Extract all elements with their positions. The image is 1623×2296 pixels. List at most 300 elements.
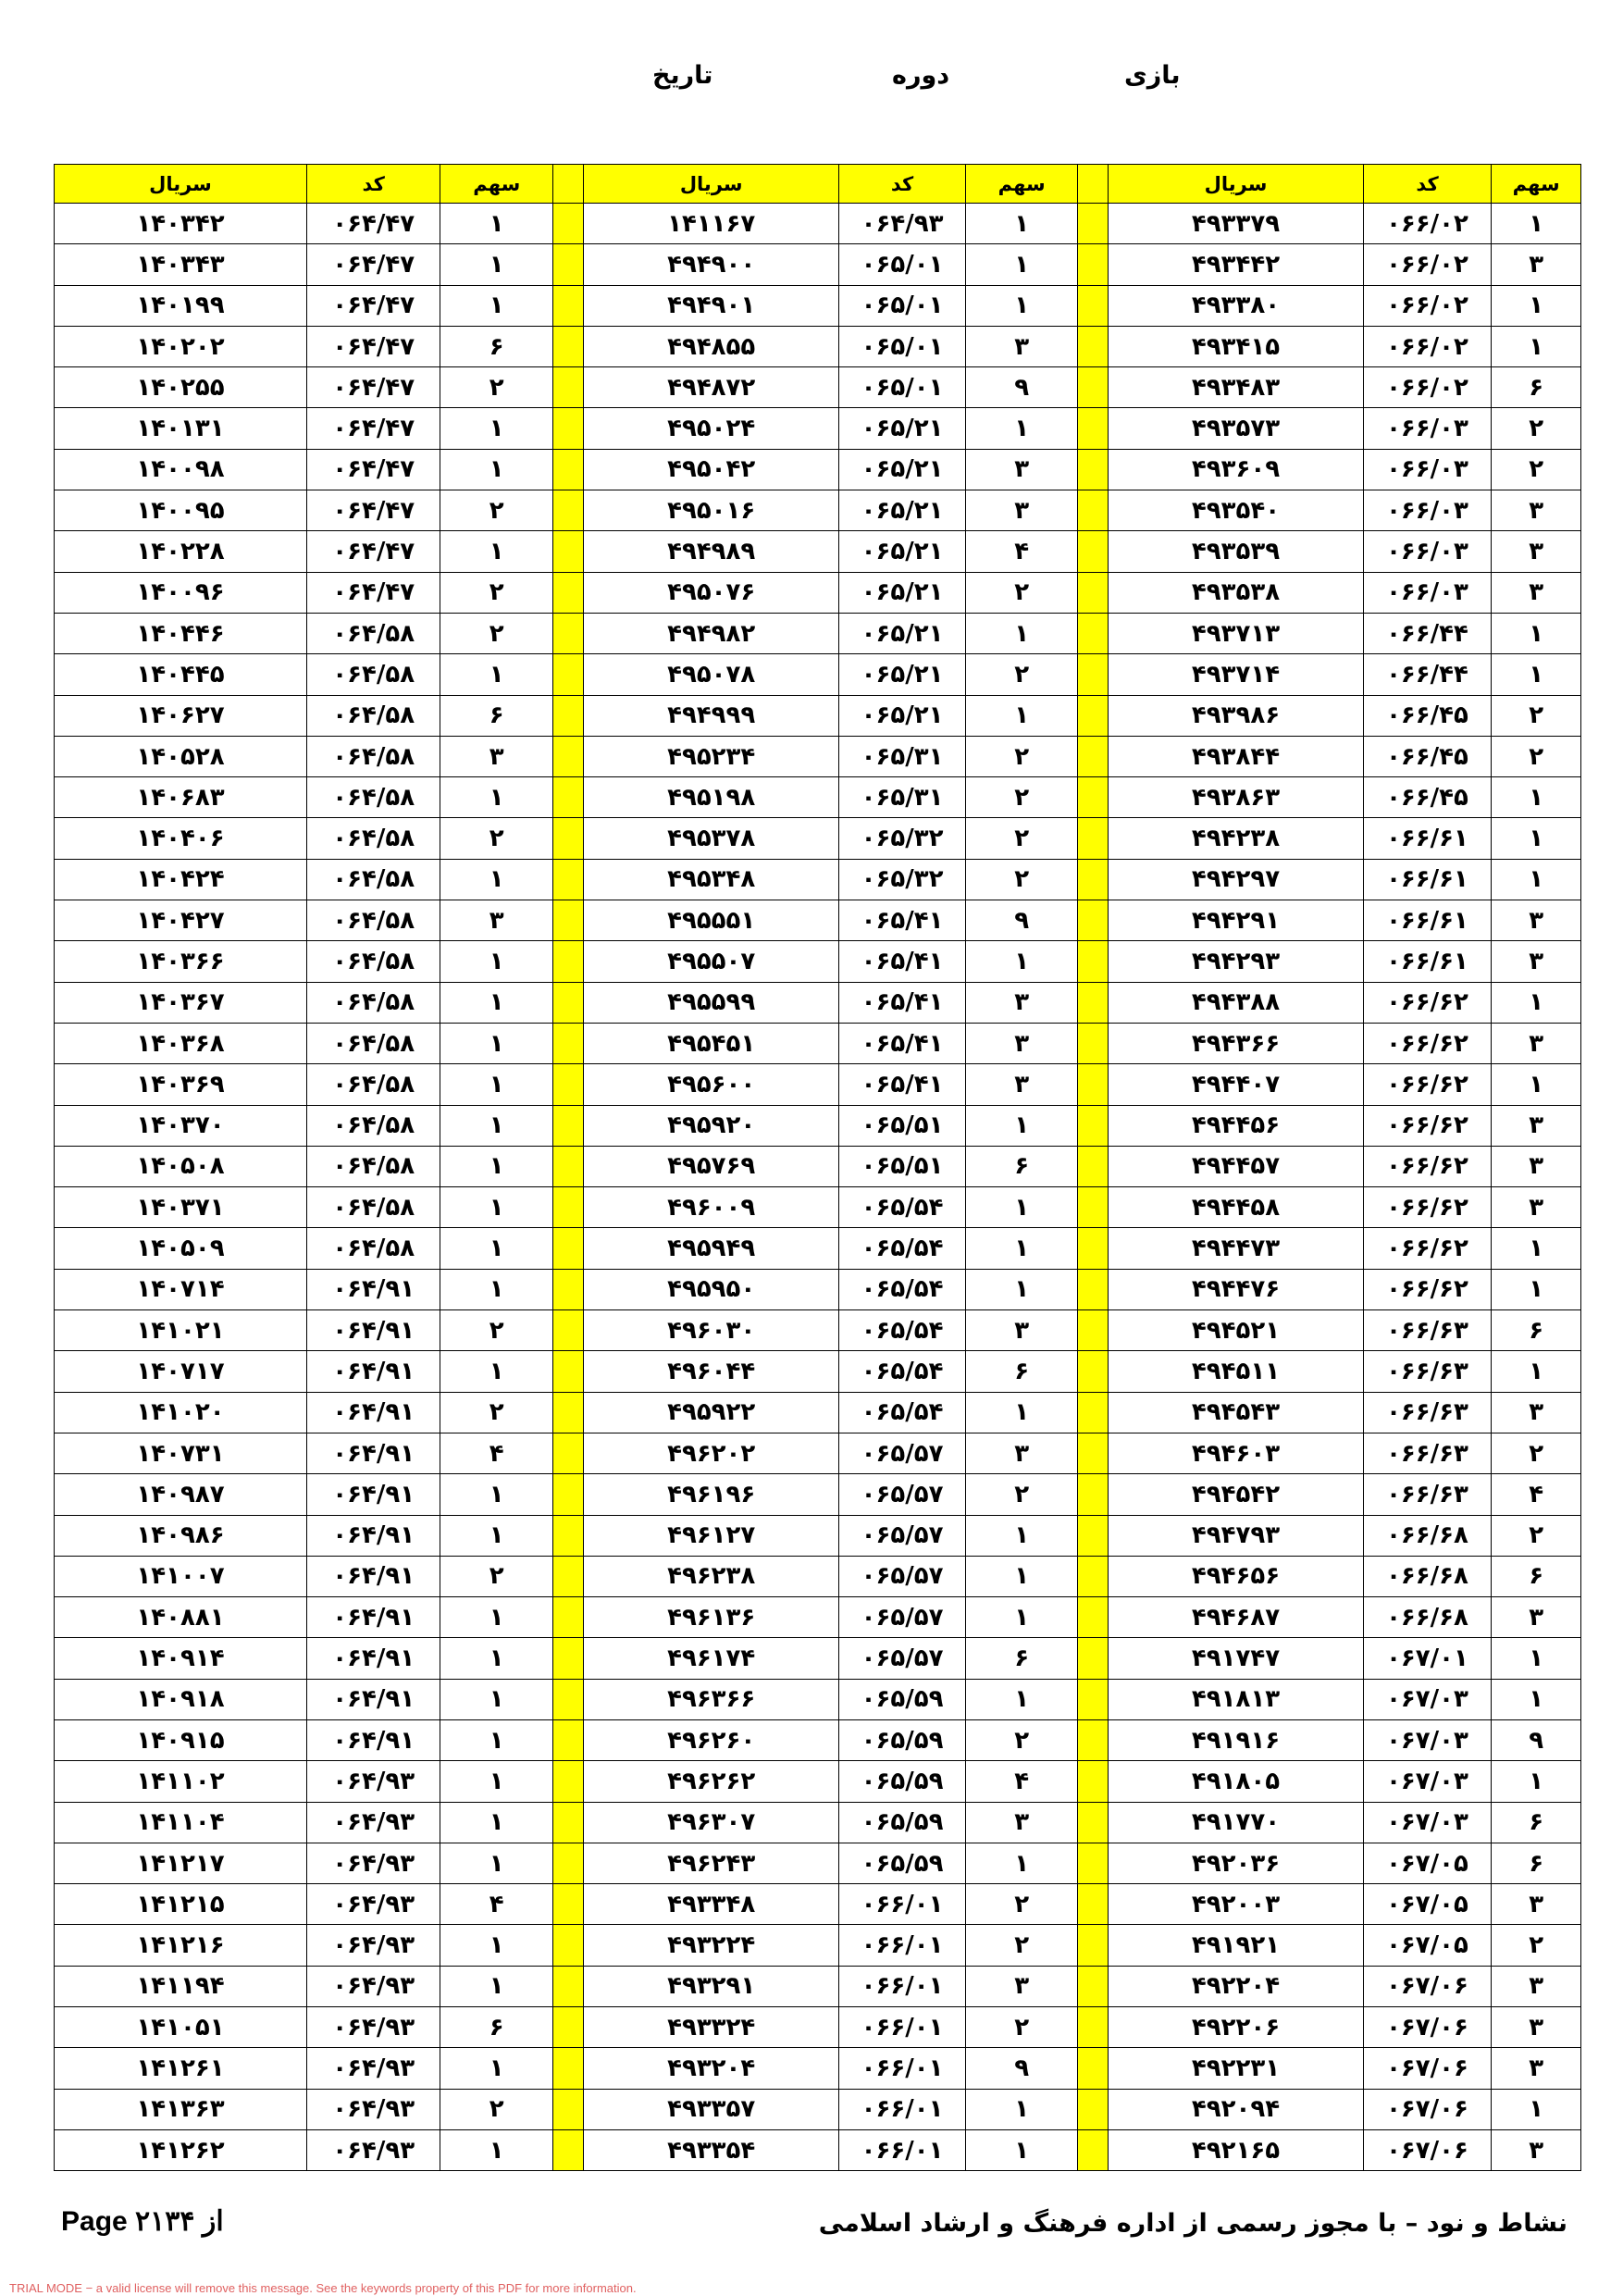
share-cell: ۱ xyxy=(965,1187,1078,1228)
column-separator xyxy=(1078,1515,1109,1556)
code-cell: ۰۶۷/۰۶ xyxy=(1363,2007,1492,2048)
table-row xyxy=(55,1597,1581,1638)
table-row xyxy=(55,1064,1581,1105)
share-cell: ۱ xyxy=(965,285,1078,326)
share-cell: ۱ xyxy=(965,1392,1078,1433)
share-cell: ۲ xyxy=(1492,408,1581,449)
share-cell: ۱ xyxy=(1492,204,1581,244)
share-cell: ۱ xyxy=(965,408,1078,449)
code-cell: ۰۶۶/۶۸ xyxy=(1363,1515,1492,1556)
share-cell: ۶ xyxy=(965,1351,1078,1392)
code-cell: ۰۶۶/۰۲ xyxy=(1363,244,1492,285)
column-separator xyxy=(1078,1679,1109,1719)
serial-cell: ۴۹۵۵۹۹ xyxy=(584,982,839,1023)
code-cell: ۰۶۴/۵۸ xyxy=(306,1228,440,1269)
code-cell: ۰۶۵/۵۹ xyxy=(839,1761,965,1802)
column-separator xyxy=(553,2007,584,2048)
code-cell: ۰۶۵/۲۱ xyxy=(839,695,965,736)
share-cell: ۱ xyxy=(1492,859,1581,900)
share-cell: ۳ xyxy=(965,490,1078,531)
share-cell: ۲ xyxy=(440,1310,553,1351)
serial-cell: ۴۹۵۰۲۴ xyxy=(584,408,839,449)
serial-cell: ۴۹۴۶۰۳ xyxy=(1109,1433,1363,1473)
code-cell: ۰۶۵/۳۱ xyxy=(839,736,965,776)
column-separator xyxy=(1078,285,1109,326)
serial-cell: ۴۹۶۲۳۸ xyxy=(584,1556,839,1596)
code-cell: ۰۶۶/۰۲ xyxy=(1363,285,1492,326)
serial-cell: ۴۹۵۳۴۸ xyxy=(584,859,839,900)
share-cell: ۱ xyxy=(440,859,553,900)
serial-cell: ۴۹۳۲۲۴ xyxy=(584,1925,839,1966)
column-separator xyxy=(553,982,584,1023)
serial-cell: ۱۴۰۶۲۷ xyxy=(55,695,307,736)
column-separator xyxy=(553,1843,584,1883)
share-cell: ۱ xyxy=(965,204,1078,244)
column-separator xyxy=(1078,818,1109,859)
column-separator xyxy=(553,2129,584,2170)
serial-cell: ۴۹۵۵۵۱ xyxy=(584,900,839,941)
code-cell: ۰۶۶/۰۳ xyxy=(1363,490,1492,531)
share-cell: ۱ xyxy=(440,777,553,818)
serial-cell: ۴۹۱۷۷۰ xyxy=(1109,1802,1363,1843)
table-row xyxy=(55,1228,1581,1269)
serial-cell: ۴۹۴۶۸۷ xyxy=(1109,1597,1363,1638)
serial-cell: ۴۹۲۰۳۶ xyxy=(1109,1843,1363,1883)
code-cell: ۰۶۴/۹۱ xyxy=(306,1638,440,1679)
table-row xyxy=(55,613,1581,653)
share-cell: ۲ xyxy=(965,777,1078,818)
serial-cell: ۴۹۴۶۵۶ xyxy=(1109,1556,1363,1596)
code-cell: ۰۶۶/۶۱ xyxy=(1363,818,1492,859)
code-cell: ۰۶۴/۹۱ xyxy=(306,1351,440,1392)
share-cell: ۱ xyxy=(440,1638,553,1679)
serial-cell: ۱۴۱۲۶۲ xyxy=(55,2129,307,2170)
serial-cell: ۴۹۶۲۰۲ xyxy=(584,1433,839,1473)
serial-cell: ۴۹۳۳۵۷ xyxy=(584,2089,839,2129)
share-cell: ۲ xyxy=(1492,449,1581,490)
share-cell: ۱ xyxy=(440,1925,553,1966)
share-cell: ۳ xyxy=(1492,1392,1581,1433)
serial-cell: ۴۹۴۵۴۲ xyxy=(1109,1474,1363,1515)
code-cell: ۰۶۶/۶۳ xyxy=(1363,1351,1492,1392)
serial-cell: ۱۴۰۷۳۱ xyxy=(55,1433,307,1473)
share-cell: ۶ xyxy=(1492,1556,1581,1596)
serial-cell: ۴۹۵۰۷۸ xyxy=(584,654,839,695)
table-row xyxy=(55,244,1581,285)
column-separator xyxy=(1078,1023,1109,1063)
column-separator xyxy=(1078,1187,1109,1228)
header-period-label: دوره xyxy=(892,61,950,90)
table-body xyxy=(55,204,1581,2171)
serial-cell: ۴۹۴۷۹۳ xyxy=(1109,1515,1363,1556)
code-cell: ۰۶۴/۹۱ xyxy=(306,1269,440,1309)
share-cell: ۱ xyxy=(1492,982,1581,1023)
code-cell: ۰۶۵/۲۱ xyxy=(839,572,965,613)
code-cell: ۰۶۶/۴۵ xyxy=(1363,695,1492,736)
serial-cell: ۴۹۳۸۴۴ xyxy=(1109,736,1363,776)
code-cell: ۰۶۵/۵۴ xyxy=(839,1351,965,1392)
serial-cell: ۱۴۱۲۶۱ xyxy=(55,2048,307,2089)
code-cell: ۰۶۴/۵۸ xyxy=(306,1187,440,1228)
serial-cell: ۴۹۵۰۴۲ xyxy=(584,449,839,490)
code-cell: ۰۶۶/۶۸ xyxy=(1363,1556,1492,1596)
share-cell: ۱ xyxy=(1492,1679,1581,1719)
code-cell: ۰۶۴/۹۳ xyxy=(839,204,965,244)
code-cell: ۰۶۷/۰۳ xyxy=(1363,1719,1492,1760)
code-cell: ۰۶۶/۰۱ xyxy=(839,1884,965,1925)
share-cell: ۲ xyxy=(965,1925,1078,1966)
share-cell: ۱ xyxy=(965,1105,1078,1146)
serial-cell: ۱۴۰۲۵۵ xyxy=(55,367,307,408)
serial-cell: ۱۴۰۳۷۱ xyxy=(55,1187,307,1228)
code-cell: ۰۶۴/۵۸ xyxy=(306,1064,440,1105)
table-row xyxy=(55,1515,1581,1556)
serial-cell: ۴۹۴۲۳۸ xyxy=(1109,818,1363,859)
code-cell: ۰۶۵/۰۱ xyxy=(839,244,965,285)
share-cell: ۲ xyxy=(440,1556,553,1596)
column-separator xyxy=(553,1884,584,1925)
share-cell: ۶ xyxy=(1492,367,1581,408)
serial-cell: ۴۹۶۳۰۷ xyxy=(584,1802,839,1843)
column-separator xyxy=(553,1392,584,1433)
share-cell: ۲ xyxy=(1492,1925,1581,1966)
column-separator xyxy=(1078,613,1109,653)
table-row xyxy=(55,1719,1581,1760)
code-cell: ۰۶۵/۴۱ xyxy=(839,1023,965,1063)
table-row xyxy=(55,941,1581,982)
serial-cell: ۴۹۳۵۳۹ xyxy=(1109,531,1363,572)
share-cell: ۱ xyxy=(440,1843,553,1883)
share-cell: ۱ xyxy=(965,695,1078,736)
column-separator xyxy=(553,818,584,859)
share-cell: ۲ xyxy=(1492,1433,1581,1473)
code-cell: ۰۶۵/۵۴ xyxy=(839,1187,965,1228)
column-separator xyxy=(553,531,584,572)
code-cell: ۰۶۶/۶۸ xyxy=(1363,1597,1492,1638)
code-cell: ۰۶۵/۵۴ xyxy=(839,1392,965,1433)
code-cell: ۰۶۷/۰۳ xyxy=(1363,1802,1492,1843)
code-cell: ۰۶۴/۹۳ xyxy=(306,1843,440,1883)
code-cell: ۰۶۴/۹۳ xyxy=(306,1884,440,1925)
share-cell: ۶ xyxy=(965,1638,1078,1679)
column-separator xyxy=(553,777,584,818)
code-cell: ۰۶۶/۶۲ xyxy=(1363,1023,1492,1063)
serial-cell: ۴۹۳۳۸۰ xyxy=(1109,285,1363,326)
share-cell: ۴ xyxy=(1492,1474,1581,1515)
serial-cell: ۱۴۰۳۷۰ xyxy=(55,1105,307,1146)
share-cell: ۱ xyxy=(440,531,553,572)
serial-cell: ۴۹۴۲۹۱ xyxy=(1109,900,1363,941)
column-separator xyxy=(1078,1064,1109,1105)
serial-cell: ۱۴۰۹۸۷ xyxy=(55,1474,307,1515)
share-cell: ۳ xyxy=(1492,490,1581,531)
code-cell: ۰۶۴/۵۸ xyxy=(306,859,440,900)
share-cell: ۲ xyxy=(440,572,553,613)
code-cell: ۰۶۴/۹۱ xyxy=(306,1556,440,1596)
table-row xyxy=(55,1392,1581,1433)
share-cell: ۳ xyxy=(1492,1105,1581,1146)
serial-cell: ۴۹۴۸۷۲ xyxy=(584,367,839,408)
share-cell: ۲ xyxy=(965,1474,1078,1515)
code-cell: ۰۶۷/۰۵ xyxy=(1363,1884,1492,1925)
code-cell: ۰۶۴/۴۷ xyxy=(306,326,440,366)
share-cell: ۶ xyxy=(1492,1802,1581,1843)
share-cell: ۱ xyxy=(965,613,1078,653)
serial-cell: ۱۴۰۹۱۴ xyxy=(55,1638,307,1679)
share-cell: ۱ xyxy=(965,1228,1078,1269)
share-cell: ۲ xyxy=(1492,1515,1581,1556)
page-number: Page ۲۱۳۴ از xyxy=(61,2206,224,2237)
serial-cell: ۴۹۲۲۳۱ xyxy=(1109,2048,1363,2089)
code-cell: ۰۶۶/۰۱ xyxy=(839,1966,965,2006)
column-separator xyxy=(553,859,584,900)
column-separator xyxy=(1078,736,1109,776)
serial-cell: ۴۹۴۴۵۸ xyxy=(1109,1187,1363,1228)
share-cell: ۶ xyxy=(1492,1843,1581,1883)
serial-cell: ۱۴۰۹۱۸ xyxy=(55,1679,307,1719)
column-separator xyxy=(1078,367,1109,408)
serial-cell: ۴۹۴۴۵۷ xyxy=(1109,1146,1363,1186)
column-separator xyxy=(553,449,584,490)
share-cell: ۱ xyxy=(440,1597,553,1638)
share-cell: ۳ xyxy=(440,900,553,941)
serial-cell: ۴۹۵۳۷۸ xyxy=(584,818,839,859)
share-cell: ۲ xyxy=(440,367,553,408)
share-cell: ۴ xyxy=(965,1761,1078,1802)
share-cell: ۳ xyxy=(965,1433,1078,1473)
results-table xyxy=(54,164,1581,2171)
column-separator xyxy=(553,1679,584,1719)
code-cell: ۰۶۷/۰۶ xyxy=(1363,2129,1492,2170)
serial-cell: ۱۴۱۱۹۴ xyxy=(55,1966,307,2006)
serial-cell: ۴۹۵۷۶۹ xyxy=(584,1146,839,1186)
table-row xyxy=(55,1310,1581,1351)
column-separator xyxy=(1078,326,1109,366)
share-cell: ۱ xyxy=(965,1556,1078,1596)
serial-cell: ۴۹۴۳۶۶ xyxy=(1109,1023,1363,1063)
column-separator xyxy=(1078,941,1109,982)
share-cell: ۳ xyxy=(965,449,1078,490)
column-separator xyxy=(553,1719,584,1760)
share-cell: ۱ xyxy=(440,1023,553,1063)
serial-cell: ۴۹۳۲۹۱ xyxy=(584,1966,839,2006)
serial-cell: ۱۴۰۲۲۸ xyxy=(55,531,307,572)
serial-cell: ۱۴۱۳۶۳ xyxy=(55,2089,307,2129)
serial-cell: ۱۴۰۹۸۶ xyxy=(55,1515,307,1556)
code-cell: ۰۶۵/۲۱ xyxy=(839,531,965,572)
table-row xyxy=(55,285,1581,326)
serial-cell: ۴۹۵۰۱۶ xyxy=(584,490,839,531)
column-separator xyxy=(1078,1638,1109,1679)
table-row xyxy=(55,1761,1581,1802)
serial-cell: ۴۹۱۸۱۳ xyxy=(1109,1679,1363,1719)
serial-cell: ۴۹۲۰۰۳ xyxy=(1109,1884,1363,1925)
code-cell: ۰۶۵/۰۱ xyxy=(839,326,965,366)
serial-cell: ۴۹۳۳۵۴ xyxy=(584,2129,839,2170)
serial-cell: ۱۴۰۴۴۶ xyxy=(55,613,307,653)
code-cell: ۰۶۶/۴۴ xyxy=(1363,654,1492,695)
share-cell: ۹ xyxy=(965,367,1078,408)
serial-cell: ۴۹۳۳۴۸ xyxy=(584,1884,839,1925)
column-separator xyxy=(1078,2089,1109,2129)
table-row xyxy=(55,2007,1581,2048)
serial-cell: ۱۴۰۹۱۵ xyxy=(55,1719,307,1760)
share-cell: ۱ xyxy=(440,2048,553,2089)
code-cell: ۰۶۴/۴۷ xyxy=(306,408,440,449)
share-cell: ۱ xyxy=(440,654,553,695)
column-separator xyxy=(553,1515,584,1556)
code-cell: ۰۶۵/۳۲ xyxy=(839,859,965,900)
serial-cell: ۱۴۰۱۹۹ xyxy=(55,285,307,326)
column-separator xyxy=(1078,2129,1109,2170)
serial-cell: ۴۹۲۲۰۶ xyxy=(1109,2007,1363,2048)
code-cell: ۰۶۴/۵۸ xyxy=(306,613,440,653)
share-cell: ۱ xyxy=(440,1105,553,1146)
table-row xyxy=(55,1269,1581,1309)
table-row xyxy=(55,654,1581,695)
code-cell: ۰۶۶/۶۳ xyxy=(1363,1433,1492,1473)
share-cell: ۱ xyxy=(1492,1351,1581,1392)
share-cell: ۱ xyxy=(965,1597,1078,1638)
share-cell: ۹ xyxy=(965,900,1078,941)
table-row xyxy=(55,1679,1581,1719)
serial-cell: ۴۹۶۲۶۲ xyxy=(584,1761,839,1802)
code-cell: ۰۶۴/۴۷ xyxy=(306,490,440,531)
column-separator xyxy=(553,1761,584,1802)
table-row xyxy=(55,818,1581,859)
code-cell: ۰۶۶/۶۳ xyxy=(1363,1392,1492,1433)
table-row xyxy=(55,408,1581,449)
share-cell: ۲ xyxy=(965,1884,1078,1925)
share-cell: ۳ xyxy=(1492,244,1581,285)
share-cell: ۲ xyxy=(965,1719,1078,1760)
column-separator xyxy=(1078,1228,1109,1269)
serial-cell: ۴۹۴۲۹۷ xyxy=(1109,859,1363,900)
column-separator xyxy=(1078,2048,1109,2089)
serial-cell: ۴۹۱۹۱۶ xyxy=(1109,1719,1363,1760)
share-cell: ۱ xyxy=(965,2129,1078,2170)
code-cell: ۰۶۵/۵۹ xyxy=(839,1843,965,1883)
column-separator xyxy=(1078,1146,1109,1186)
column-separator xyxy=(553,367,584,408)
share-cell: ۶ xyxy=(440,2007,553,2048)
share-cell: ۱ xyxy=(440,449,553,490)
share-cell: ۶ xyxy=(965,1146,1078,1186)
column-separator xyxy=(553,244,584,285)
col-header-code: کد xyxy=(306,165,440,204)
table-row xyxy=(55,1884,1581,1925)
column-separator xyxy=(1078,1310,1109,1351)
code-cell: ۰۶۶/۴۵ xyxy=(1363,777,1492,818)
code-cell: ۰۶۵/۲۱ xyxy=(839,654,965,695)
column-separator xyxy=(1078,572,1109,613)
code-cell: ۰۶۶/۰۳ xyxy=(1363,531,1492,572)
share-cell: ۳ xyxy=(1492,1597,1581,1638)
serial-cell: ۴۹۵۱۹۸ xyxy=(584,777,839,818)
share-cell: ۱ xyxy=(440,1228,553,1269)
share-cell: ۱ xyxy=(440,982,553,1023)
column-separator xyxy=(1078,1105,1109,1146)
serial-cell: ۱۴۱۱۶۷ xyxy=(584,204,839,244)
share-cell: ۳ xyxy=(1492,1146,1581,1186)
column-separator xyxy=(553,1474,584,1515)
column-separator xyxy=(1078,777,1109,818)
code-cell: ۰۶۴/۹۱ xyxy=(306,1392,440,1433)
column-separator xyxy=(1078,244,1109,285)
share-cell: ۱ xyxy=(1492,1269,1581,1309)
serial-cell: ۴۹۲۱۶۵ xyxy=(1109,2129,1363,2170)
serial-cell: ۱۴۰۴۴۵ xyxy=(55,654,307,695)
code-cell: ۰۶۴/۹۳ xyxy=(306,2007,440,2048)
code-cell: ۰۶۵/۵۴ xyxy=(839,1228,965,1269)
table-row xyxy=(55,736,1581,776)
serial-cell: ۱۴۰۰۹۵ xyxy=(55,490,307,531)
serial-cell: ۴۹۳۷۱۳ xyxy=(1109,613,1363,653)
share-cell: ۱ xyxy=(965,1843,1078,1883)
share-cell: ۱ xyxy=(1492,285,1581,326)
serial-cell: ۱۴۰۸۸۱ xyxy=(55,1597,307,1638)
serial-cell: ۴۹۶۲۴۳ xyxy=(584,1843,839,1883)
table-row xyxy=(55,2129,1581,2170)
code-cell: ۰۶۴/۵۸ xyxy=(306,654,440,695)
code-cell: ۰۶۶/۶۲ xyxy=(1363,1187,1492,1228)
table-row xyxy=(55,859,1581,900)
serial-cell: ۴۹۲۰۹۴ xyxy=(1109,2089,1363,2129)
code-cell: ۰۶۴/۹۳ xyxy=(306,2089,440,2129)
serial-cell: ۴۹۵۹۲۰ xyxy=(584,1105,839,1146)
serial-cell: ۴۹۴۵۱۱ xyxy=(1109,1351,1363,1392)
share-cell: ۳ xyxy=(1492,572,1581,613)
table-row xyxy=(55,531,1581,572)
code-cell: ۰۶۶/۶۲ xyxy=(1363,1064,1492,1105)
share-cell: ۱ xyxy=(440,1966,553,2006)
code-cell: ۰۶۴/۹۱ xyxy=(306,1597,440,1638)
code-cell: ۰۶۶/۶۲ xyxy=(1363,1146,1492,1186)
code-cell: ۰۶۴/۵۸ xyxy=(306,1105,440,1146)
table-row xyxy=(55,2089,1581,2129)
serial-cell: ۱۴۰۳۶۸ xyxy=(55,1023,307,1063)
code-cell: ۰۶۵/۲۱ xyxy=(839,613,965,653)
column-separator xyxy=(553,1351,584,1392)
share-cell: ۲ xyxy=(965,736,1078,776)
share-cell: ۱ xyxy=(965,1679,1078,1719)
share-cell: ۳ xyxy=(965,1064,1078,1105)
column-separator xyxy=(553,900,584,941)
serial-cell: ۴۹۳۴۸۳ xyxy=(1109,367,1363,408)
serial-cell: ۱۴۰۳۶۶ xyxy=(55,941,307,982)
table-row xyxy=(55,1843,1581,1883)
code-cell: ۰۶۵/۵۱ xyxy=(839,1146,965,1186)
column-separator xyxy=(553,1023,584,1063)
code-cell: ۰۶۴/۵۸ xyxy=(306,736,440,776)
code-cell: ۰۶۶/۰۱ xyxy=(839,2048,965,2089)
share-cell: ۲ xyxy=(965,654,1078,695)
share-cell: ۳ xyxy=(1492,900,1581,941)
code-cell: ۰۶۵/۲۱ xyxy=(839,408,965,449)
code-cell: ۰۶۵/۵۱ xyxy=(839,1105,965,1146)
share-cell: ۱ xyxy=(440,1802,553,1843)
code-cell: ۰۶۴/۵۸ xyxy=(306,777,440,818)
table-row xyxy=(55,572,1581,613)
code-cell: ۰۶۷/۰۳ xyxy=(1363,1679,1492,1719)
code-cell: ۰۶۵/۰۱ xyxy=(839,367,965,408)
share-cell: ۲ xyxy=(1492,736,1581,776)
code-cell: ۰۶۶/۶۳ xyxy=(1363,1310,1492,1351)
code-cell: ۰۶۴/۴۷ xyxy=(306,531,440,572)
table-row xyxy=(55,2048,1581,2089)
code-cell: ۰۶۶/۰۱ xyxy=(839,2089,965,2129)
code-cell: ۰۶۵/۴۱ xyxy=(839,941,965,982)
